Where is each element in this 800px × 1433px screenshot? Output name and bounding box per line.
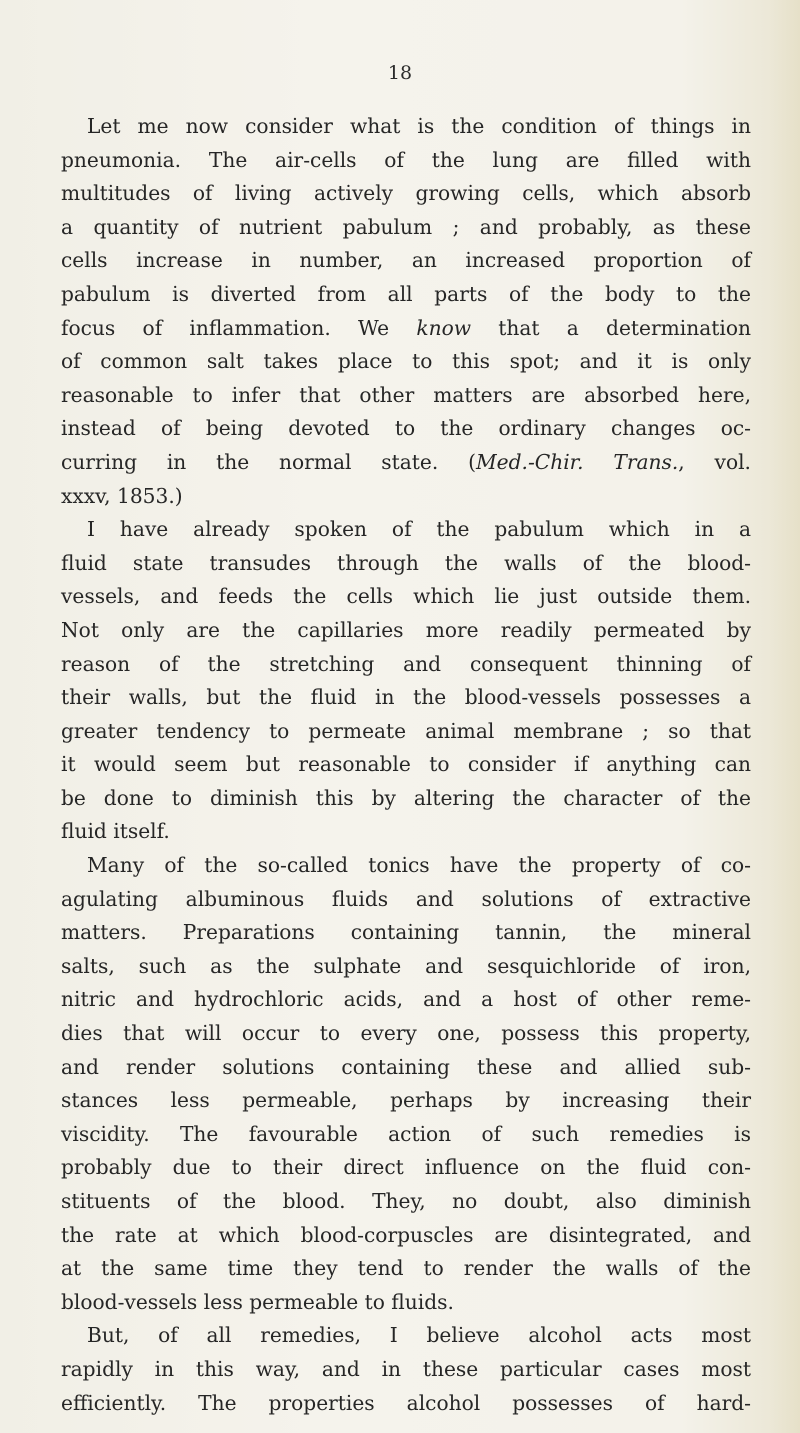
text-line: pneumonia. The air-cells of the lung are filled with	[61, 147, 751, 172]
text-line: probably due to their direct influence on the fluid con-	[61, 1155, 751, 1180]
paragraph-4	[61, 1319, 751, 1420]
text-line-with-reference	[61, 446, 751, 480]
text-line: it would seem but reasonable to consider if anything can	[61, 752, 751, 777]
text-line: Not only are the capillaries more readily permeated by	[61, 617, 751, 642]
text-segment: , vol.	[678, 449, 751, 474]
text-line: nitric and hydrochloric acids, and a host of other reme-	[61, 987, 751, 1012]
text-line: stituents of the blood. They, no doubt, also diminish	[61, 1189, 751, 1213]
emphasized-word: know	[416, 315, 472, 340]
text-line: blood-vessels less permeable to fluids.	[61, 1289, 454, 1314]
paragraph-1	[61, 110, 751, 513]
text-line: dies that will occur to every one, possess this property,	[61, 1021, 751, 1046]
text-line: of common salt takes place to this spot; and it is only	[61, 349, 751, 374]
text-line: their walls, but the fluid in the blood-vessels possesses a	[61, 685, 751, 710]
text-line: instead of being devoted to the ordinary changes oc-	[61, 416, 751, 441]
text-segment: curring in the normal state. (	[61, 449, 476, 474]
text-line: I have already spoken of the pabulum which in a	[87, 517, 751, 542]
text-line: reason of the stretching and consequent thinning of	[61, 651, 751, 676]
paragraph-2	[61, 513, 751, 849]
text-line: pabulum is diverted from all parts of the body to the	[61, 281, 751, 306]
text-line: a quantity of nutrient pabulum ; and probably, as these	[61, 214, 751, 239]
paragraph-3	[61, 849, 751, 1319]
text-line: rapidly in this way, and in these particular cases most	[61, 1356, 751, 1381]
text-line: agulating albuminous fluids and solutions of extractive	[61, 886, 751, 911]
text-line: xxxv, 1853.)	[61, 483, 183, 508]
text-line: be done to diminish this by altering the character of the	[61, 785, 751, 810]
text-line: greater tendency to permeate animal membrane ; so that	[61, 718, 751, 743]
text-line-with-emphasis	[61, 312, 751, 346]
text-line: fluid itself.	[61, 819, 170, 844]
text-line: fluid state transudes through the walls of the blood-	[61, 550, 751, 575]
text-line: the rate at which blood-corpuscles are disintegrated, and	[61, 1222, 751, 1247]
page-number: 18	[387, 62, 413, 84]
text-line: reasonable to infer that other matters are absorbed here,	[61, 382, 751, 407]
text-line: multitudes of living actively growing cells, which absorb	[61, 181, 751, 206]
text-line: matters. Preparations containing tannin, the mineral	[61, 920, 751, 945]
journal-reference: Med.-Chir. Trans.	[475, 449, 679, 474]
text-segment: that a determination	[471, 315, 751, 340]
text-line: Many of the so-called tonics have the property of co-	[87, 853, 751, 878]
text-line: But, of all remedies, I believe alcohol acts most	[87, 1323, 751, 1348]
text-line: efficiently. The properties alcohol possesses of hard-	[61, 1390, 751, 1415]
text-line: stances less permeable, perhaps by increasing their	[61, 1088, 751, 1113]
text-line: cells increase in number, an increased proportion of	[61, 248, 751, 273]
text-line: vessels, and feeds the cells which lie just outside them.	[61, 584, 751, 609]
text-segment: focus of inflammation. We	[61, 315, 417, 340]
body-text	[61, 110, 751, 1420]
text-line: viscidity. The favourable action of such remedies is	[61, 1121, 751, 1146]
text-line: at the same time they tend to render the walls of the	[61, 1256, 751, 1281]
text-line: Let me now consider what is the condition of things in	[87, 114, 751, 138]
text-line: salts, such as the sulphate and sesquichloride of iron,	[61, 953, 751, 978]
text-line: and render solutions containing these and allied sub-	[61, 1054, 751, 1079]
